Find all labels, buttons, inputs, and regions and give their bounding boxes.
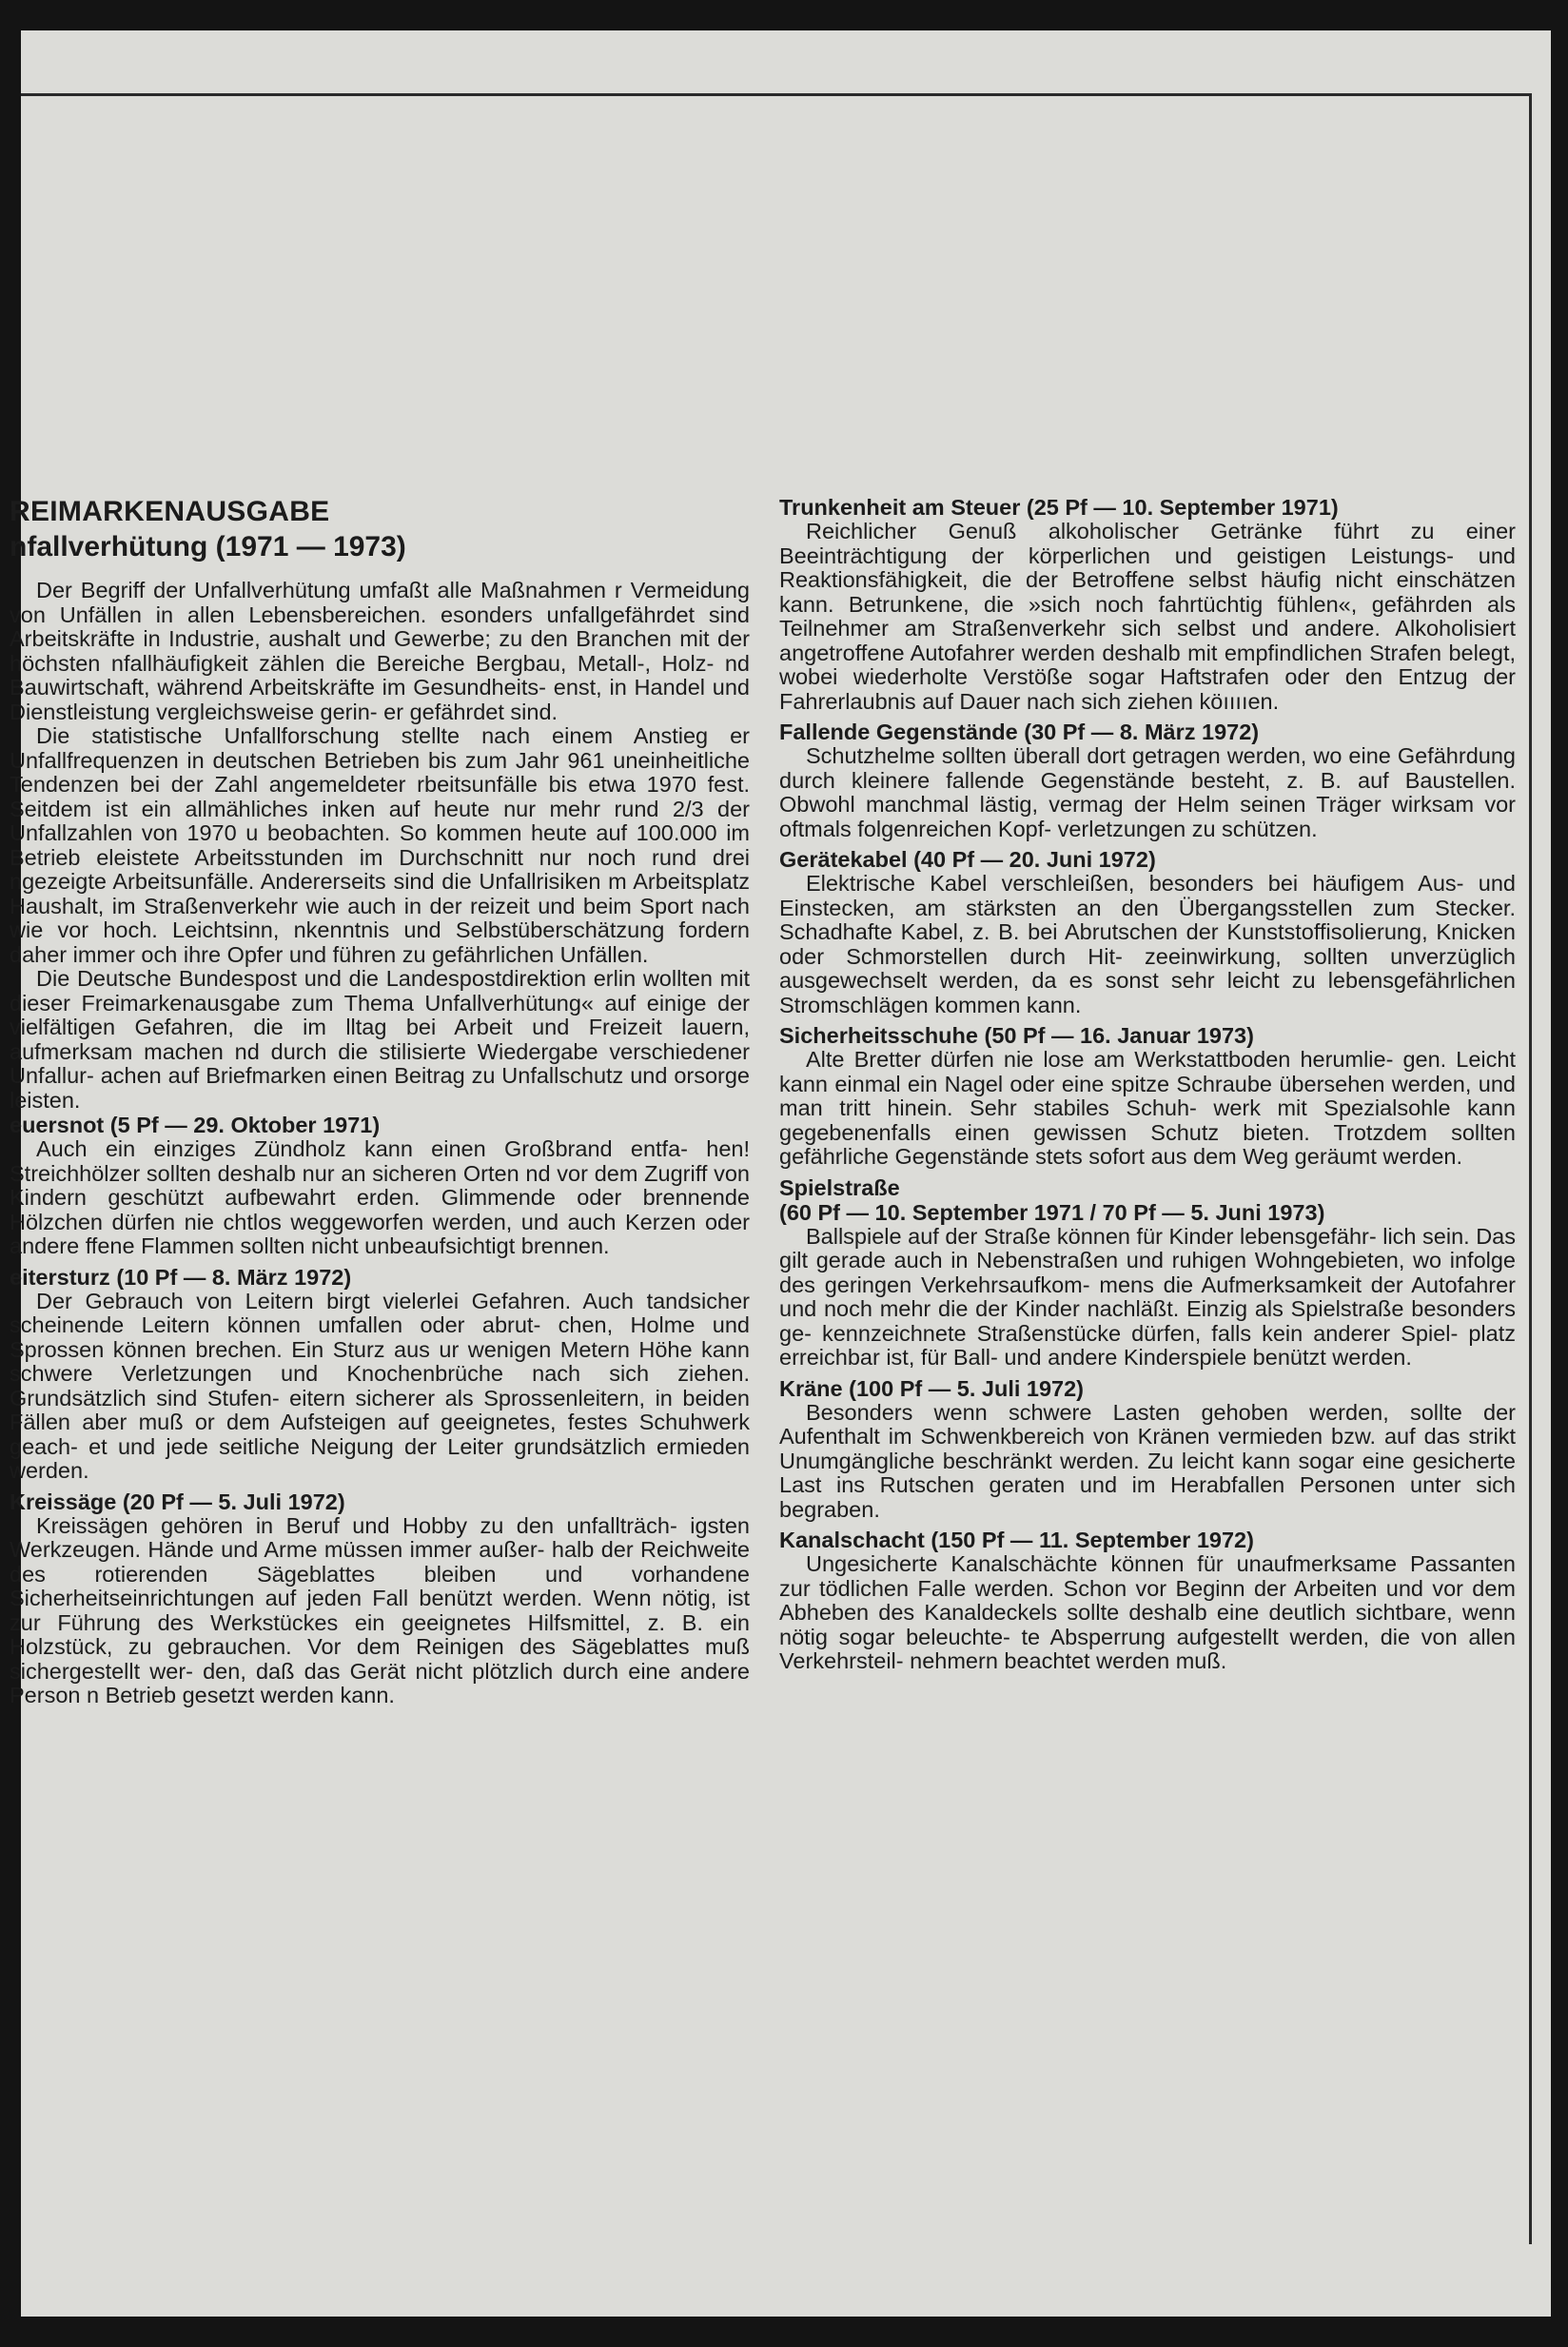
right-column [779, 495, 1516, 1680]
section-kanalschacht [779, 1528, 1516, 1674]
section-text: Der Gebrauch von Leitern birgt vielerlei Gefahren. Auch tandsicher scheinende Leitern können umfallen oder abrut- chen, Holme und Sprossen können brechen. Ein Sturz aus ur wenigen Metern Höhe kann schwere Verletzungen und Knochenbrüche nach sich ziehen. Grundsätzlich sind Stufen- eitern sicherer als Sprossenleitern, in beiden Fällen aber muß or dem Aufsteigen auf geeignetes, festes Schuhwerk geach- et und jede seitliche Neigung der Leiter grundsätzlich ermieden werden. [10, 1288, 750, 1483]
section-trunkenheit [779, 495, 1516, 714]
document-subtitle: nfallverhütung (1971 — 1973) [10, 531, 406, 562]
section-title: Gerätekabel (40 Pf — 20. Juni 1972) [779, 847, 1156, 872]
left-column [10, 495, 750, 1714]
section-leitersturz [10, 1265, 750, 1484]
section-title: Fallende Gegenstände (30 Pf — 8. März 1972) [779, 720, 1260, 744]
intro-paragraph: Die statistische Unfallforschung stellte nach einem Anstieg er Unfallfrequenzen in deutschen Betrieben bis zum Jahr 961 uneinheitliche Tendenzen bei der Zahl angemeldeter rbeitsunfälle bis etwa 1970 fest. Seitdem ist ein allmähliches inken auf heute nur mehr rund 2/3 der Unfallzahlen von 1970 u beobachten. So kommen heute auf 100.000 im Betrieb eleistete Arbeitsstunden im Durchschnitt nur noch rund drei ngezeigte Arbeitsunfälle. Andererseits sind die Unfallrisiken m Arbeitsplatz Haushalt, im Straßenverkehr wie auch in der reizeit und beim Sport nach wie vor hoch. Leichtsinn, nkenntnis und Selbstüberschätzung fordern daher immer och ihre Opfer und führen zu gefährlichen Unfällen. [10, 723, 750, 967]
section-text: Ballspiele auf der Straße können für Kinder lebensgefähr- lich sein. Das gilt gerade auch in Nebenstraßen und ruhigen Wohngebieten, wo infolge des geringen Verkehrsaufkom- mens die Aufmerksamkeit der Autofahrer und noch mehr die der Kinder nachläßt. Einzig als Spielstraße besonders ge- kennzeichnete Straßenstücke dürfen, falls kein anderer Spiel- platz erreichbar ist, für Ball- und andere Kinderspiele benützt werden. [779, 1223, 1516, 1370]
section-title: Sicherheitsschuhe (50 Pf — 16. Januar 1973) [779, 1023, 1254, 1048]
document-title: REIMARKENAUSGABE [10, 496, 330, 527]
section-kraene [779, 1376, 1516, 1523]
section-sicherheitsschuhe [779, 1023, 1516, 1170]
section-feuersnot [10, 1113, 750, 1259]
section-text: Schutzhelme sollten überall dort getragen werden, wo eine Gefährdung durch kleinere fallende Gegenstände besteht, z. B. auf Baustellen. Obwohl manchmal lästig, vermag der Helm seinen Träger wirksam vor oftmals folgenreichen Kopf- verletzungen zu schützen. [779, 743, 1516, 841]
intro-paragraph: Die Deutsche Bundespost und die Landespostdirektion erlin wollten mit dieser Freimarkenausgabe zum Thema Unfallverhütung« auf einige der vielfältigen Gefahren, die im lltag bei Arbeit und Freizeit lauern, aufmerksam machen nd durch die stilisierte Wiedergabe verschiedener Unfallur- achen auf Briefmarken einen Beitrag zu Unfallschutz und orsorge leisten. [10, 966, 750, 1113]
section-text: Auch ein einziges Zündholz kann einen Großbrand entfa- hen! Streichhölzer sollten deshalb nur an sicheren Orten nd vor dem Zugriff von Kindern geschützt aufbewahrt erden. Glimmende oder brennende Hölzchen dürfen nie chtlos weggeworfen werden, und auch Kerzen oder andere ffene Flammen sollten nicht unbeaufsichtigt brennen. [10, 1136, 750, 1258]
section-text: Elektrische Kabel verschleißen, besonders bei häufigem Aus- und Einstecken, am stärksten an den Übergangsstellen zum Stecker. Schadhafte Kabel, z. B. bei Abrutschen der Kunststoffisolierung, Knicken oder Schmorstellen durch Hit- zeeinwirkung, sollten unverzüglich ausgewechselt werden, da es sonst sehr leicht zu lebensgefährlichen Stromschlägen kommen kann. [779, 871, 1516, 1017]
section-title: Spielstraße [779, 1174, 900, 1200]
section-text: Besonders wenn schwere Lasten gehoben werden, sollte der Aufenthalt im Schwenkbereich von Kränen vermieden bzw. auf das strikt Unumgängliche beschränkt werden. Zu leicht kann sogar eine gesicherte Last ins Rutschen geraten und im Herabfallen Personen unter sich begraben. [779, 1399, 1516, 1522]
section-geraetekabel [779, 847, 1516, 1017]
section-text: Kreissägen gehören in Beruf und Hobby zu den unfallträch- igsten Werkzeugen. Hände und Arme müssen immer außer- halb der Reichweite des rotierenden Sägeblattes bleiben und vorhandene Sicherheitseinrichtungen auf jeden Fall benützt werden. Wenn nötig, ist zur Führung des Werkstückes ein geeignetes Hilfsmittel, z. B. ein Holzstück, zu gebrauchen. Vor dem Reinigen des Sägeblattes muß sichergestellt wer- den, daß das Gerät nicht plötzlich durch eine andere Person n Betrieb gesetzt werden kann. [10, 1512, 750, 1707]
section-spielstrasse [779, 1175, 1516, 1371]
section-title: eitersturz (10 Pf — 8. März 1972) [10, 1264, 352, 1290]
section-text: Alte Bretter dürfen nie lose am Werkstattboden herumlie- gen. Leicht kann einmal ein Nagel oder eine spitze Schraube übersehen werden, und man tritt hinein. Sehr stabiles Schuh- werk mit Spezialsohle kann gegebenenfalls einen gewissen Schutz bieten. Trotzdem sollten gefährliche Gegenstände stets sofort aus dem Weg geräumt werden. [779, 1047, 1516, 1169]
section-kreissaege [10, 1489, 750, 1708]
section-title: Kreissäge (20 Pf — 5. Juli 1972) [10, 1489, 345, 1514]
section-text: Ungesicherte Kanalschächte können für unaufmerksame Passanten zur tödlichen Falle werden. Schon vor Beginn der Arbeiten und vor dem Abheben des Kanaldeckels sollte deshalb eine deutlich sichtbare, wenn nötig sogar beleuchte- te Absperrung aufgestellt werden, die von allen Verkehrsteil- nehmern beachtet werden muß. [779, 1551, 1516, 1673]
section-title: Trunkenheit am Steuer (25 Pf — 10. September 1971) [779, 495, 1339, 520]
section-title: Kräne (100 Pf — 5. Juli 1972) [779, 1375, 1085, 1401]
intro-paragraph: Der Begriff der Unfallverhütung umfaßt alle Maßnahmen r Vermeidung von Unfällen in allen Lebensbereichen. esonders unfallgefährdet sind Arbeitskräfte in Industrie, aushalt und Gewerbe; zu den Branchen mit der höchsten nfallhäufigkeit zählen die Bereiche Bergbau, Metall-, Holz- nd Bauwirtschaft, während Arbeitskräfte im Gesundheits- enst, in Handel und Dienstleistung vergleichsweise gerin- er gefährdet sind. [10, 578, 750, 724]
section-title: euersnot (5 Pf — 29. Oktober 1971) [10, 1113, 381, 1137]
section-subtitle: (60 Pf — 10. September 1971 / 70 Pf — 5. Juni 1973) [779, 1199, 1325, 1225]
section-fallende-gegenstaende [779, 720, 1516, 841]
section-text: Reichlicher Genuß alkoholischer Getränke führt zu einer Beeinträchtigung der körperlichen und geistigen Leistungs- und Reaktionsfähigkeit, die der Betroffene selbst häufig nicht einschätzen kann. Betrunkene, die »sich noch fahrtüchtig fühlen«, gefährden als Teilnehmer am Straßenverkehr sich selbst und andere. Alkoholisiert angetroffene Autofahrer werden deshalb mit empfindlichen Strafen belegt, wobei wiederholte Verstöße sogar Haftstrafen oder den Entzug der Fahrerlaubnis auf Dauer nach sich ziehen köııııen. [779, 519, 1516, 714]
section-title: Kanalschacht (150 Pf — 11. September 1972) [779, 1528, 1254, 1552]
document-page [10, 30, 1551, 2317]
